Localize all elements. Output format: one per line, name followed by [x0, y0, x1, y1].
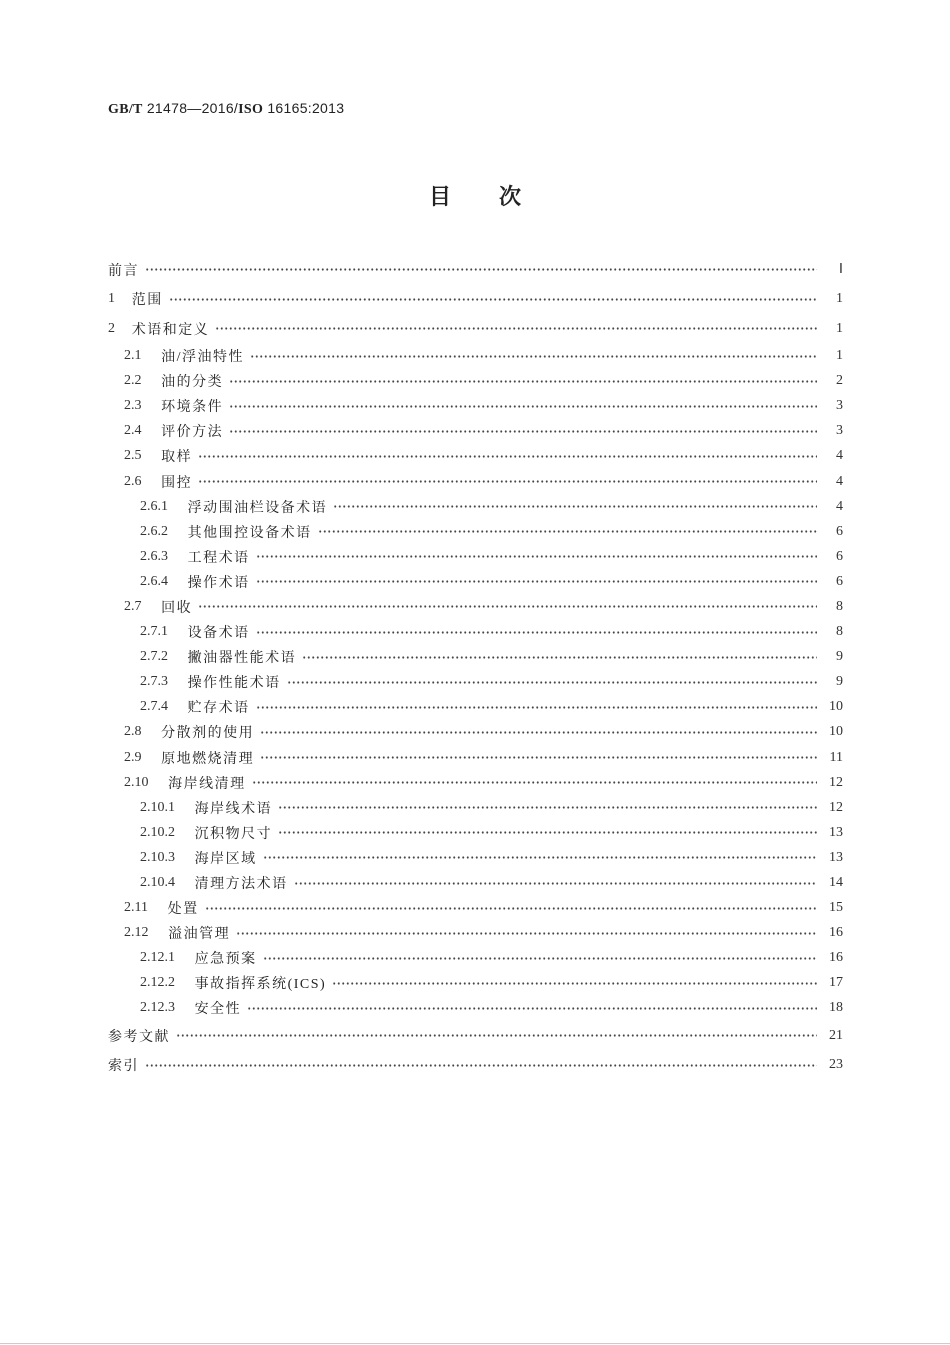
- toc-entry-page: 12: [829, 774, 843, 790]
- standard-number-header: [108, 100, 344, 118]
- toc-entry-page: 23: [829, 1057, 843, 1073]
- dot-leader: [198, 605, 817, 608]
- toc-entry[interactable]: [108, 569, 843, 594]
- dot-leader: [333, 505, 817, 508]
- toc-entry-page: 1: [836, 320, 843, 336]
- toc-entry-title: 其他围控设备术语: [187, 525, 312, 541]
- toc-entry-page: 9: [836, 649, 843, 665]
- toc-entry-number: 2.7.2: [140, 649, 168, 665]
- toc-entry-title: 设备术语: [187, 626, 250, 642]
- toc-entry-page: 13: [829, 849, 843, 865]
- dot-leader: [260, 756, 817, 759]
- toc-entry-number: 2.6.2: [140, 523, 168, 539]
- toc-entry-number: 2.10.1: [140, 799, 175, 815]
- dot-leader: [229, 380, 817, 383]
- toc-entry-title: 油/浮油特性: [161, 350, 244, 366]
- toc-entry[interactable]: [108, 845, 843, 870]
- toc-entry-number: 2.12.1: [140, 950, 175, 966]
- toc-entry[interactable]: [108, 494, 843, 519]
- toc-entry-number: 1: [108, 291, 115, 307]
- toc-entry-title: 溢油管理: [168, 927, 231, 943]
- toc-entry-page: 16: [829, 950, 843, 966]
- toc-entry-title: 油的分类: [161, 375, 224, 391]
- toc-entry-title: 操作性能术语: [187, 676, 281, 692]
- dot-leader: [252, 781, 817, 784]
- toc-entry-number: 2.6.4: [140, 573, 168, 589]
- toc-entry-page: 10: [829, 724, 843, 740]
- toc-entry-title: 范围: [131, 293, 163, 309]
- toc-entry[interactable]: [108, 544, 843, 569]
- dot-leader: [256, 555, 817, 558]
- toc-entry-title: 应急预案: [194, 952, 257, 968]
- toc-entry-page: 15: [829, 900, 843, 916]
- toc-entry-number: 2.9: [124, 749, 142, 765]
- toc-entry[interactable]: [108, 921, 843, 946]
- toc-entry[interactable]: [108, 770, 843, 795]
- toc-entry-page: 21: [829, 1027, 843, 1043]
- toc-entry[interactable]: [108, 369, 843, 394]
- dot-leader: [256, 706, 817, 709]
- toc-entry-number: 2.11: [124, 900, 148, 916]
- dot-leader: [278, 831, 817, 834]
- toc-entry[interactable]: [108, 971, 843, 996]
- dot-leader: [256, 631, 817, 634]
- toc-entry-title: 工程术语: [187, 550, 250, 566]
- iso-code: ISO: [238, 102, 264, 117]
- toc-entry-page: 4: [836, 473, 843, 489]
- toc-entry[interactable]: [108, 1021, 843, 1051]
- dot-leader: [287, 681, 817, 684]
- dot-leader: [256, 580, 817, 583]
- dot-leader: [263, 957, 817, 960]
- toc-entry-page: 2: [836, 373, 843, 389]
- toc-entry[interactable]: [108, 996, 843, 1021]
- toc-entry-title: 贮存术语: [187, 701, 250, 717]
- toc-entry[interactable]: [108, 419, 843, 444]
- toc-entry[interactable]: [108, 255, 843, 285]
- toc-entry[interactable]: [108, 444, 843, 469]
- toc-entry-page: 6: [836, 523, 843, 539]
- toc-entry-page: 12: [829, 799, 843, 815]
- dot-leader: [169, 298, 817, 301]
- toc-entry[interactable]: [108, 620, 843, 645]
- toc-entry[interactable]: [108, 1051, 843, 1081]
- toc-entry[interactable]: [108, 820, 843, 845]
- toc-entry[interactable]: [108, 344, 843, 369]
- dot-leader: [236, 932, 817, 935]
- dot-leader: [145, 1064, 817, 1067]
- dot-leader: [278, 806, 817, 809]
- dot-leader: [229, 430, 817, 433]
- dot-leader: [229, 405, 817, 408]
- dot-leader: [247, 1007, 817, 1010]
- toc-entry[interactable]: [108, 745, 843, 770]
- toc-entry-number: 2.5: [124, 448, 142, 464]
- dot-leader: [198, 455, 817, 458]
- toc-entry-title: 海岸线清理: [168, 776, 246, 792]
- toc-entry-number: 2.7: [124, 598, 142, 614]
- toc-entry[interactable]: [108, 720, 843, 745]
- toc-entry-number: 2: [108, 320, 115, 336]
- dot-leader: [198, 480, 817, 483]
- toc-entry[interactable]: [108, 519, 843, 544]
- dot-leader: [263, 856, 817, 859]
- toc-entry[interactable]: [108, 394, 843, 419]
- toc-entry-page: Ⅰ: [838, 262, 843, 278]
- dot-leader: [215, 327, 817, 330]
- toc-entry-page: 18: [829, 1000, 843, 1016]
- toc-entry-number: 2.10: [124, 774, 149, 790]
- toc-entry[interactable]: [108, 469, 843, 494]
- toc-entry-title: 沉积物尺寸: [194, 826, 273, 842]
- toc-entry-number: 2.2: [124, 373, 142, 389]
- toc-entry[interactable]: [108, 946, 843, 971]
- dot-leader: [205, 907, 817, 910]
- toc-entry-title: 清理方法术语: [194, 877, 288, 893]
- toc-entry-title: 索引: [108, 1059, 139, 1075]
- dot-leader: [332, 982, 817, 985]
- toc-entry-number: 2.10.2: [140, 824, 175, 840]
- toc-entry-number: 2.6: [124, 473, 142, 489]
- toc-entry-number: 2.7.4: [140, 699, 168, 715]
- toc-entry-title: 海岸线术语: [194, 801, 273, 817]
- toc-entry[interactable]: [108, 645, 843, 670]
- dot-leader: [318, 530, 817, 533]
- toc-entry[interactable]: [108, 285, 843, 315]
- toc-entry-title: 分散剂的使用: [161, 726, 255, 742]
- toc-entry-page: 3: [836, 423, 843, 439]
- toc-entry-page: 11: [829, 749, 843, 765]
- toc-entry-title: 处置: [167, 902, 199, 918]
- toc-entry[interactable]: [108, 896, 843, 921]
- toc-entry-number: 2.12: [124, 925, 149, 941]
- toc-entry-page: 6: [836, 573, 843, 589]
- toc-entry-title: 参考文献: [108, 1029, 170, 1045]
- toc-entry-page: 8: [836, 598, 843, 614]
- toc-entry[interactable]: [108, 314, 843, 344]
- toc-entry-title: 取样: [161, 450, 193, 466]
- dot-leader: [250, 355, 817, 358]
- dot-leader: [302, 656, 817, 659]
- toc-entry-number: 2.4: [124, 423, 142, 439]
- toc-entry-number: 2.10.4: [140, 875, 175, 891]
- dot-leader: [176, 1034, 817, 1037]
- iso-number: 16165:2013: [263, 100, 345, 116]
- toc-entry-number: 2.1: [124, 348, 142, 364]
- toc-entry-title: 操作术语: [187, 575, 250, 591]
- toc-entry-title: 安全性: [194, 1002, 242, 1018]
- toc-entry-number: 2.12.2: [140, 975, 175, 991]
- toc-entry-title: 浮动围油栏设备术语: [187, 500, 328, 516]
- toc-entry-page: 1: [836, 348, 843, 364]
- dot-leader: [294, 882, 817, 885]
- toc-entry-title: 原地燃烧清理: [161, 751, 255, 767]
- toc-entry-title: 事故指挥系统(ICS): [194, 977, 327, 993]
- table-of-contents: [108, 255, 843, 1080]
- toc-entry-number: 2.6.1: [140, 498, 168, 514]
- toc-entry-page: 3: [836, 398, 843, 414]
- toc-entry-title: 环境条件: [161, 400, 224, 416]
- toc-entry-number: 2.3: [124, 398, 142, 414]
- toc-entry-page: 16: [829, 925, 843, 941]
- toc-entry-page: 10: [829, 699, 843, 715]
- toc-entry-page: 13: [829, 824, 843, 840]
- toc-entry-page: 6: [836, 548, 843, 564]
- standard-code: GB/T: [108, 102, 143, 117]
- toc-entry[interactable]: [108, 795, 843, 820]
- toc-entry-number: 2.8: [124, 724, 142, 740]
- toc-entry-title: 评价方法: [161, 425, 224, 441]
- standard-number: 21478—2016/: [142, 100, 239, 116]
- toc-entry[interactable]: [108, 870, 843, 895]
- toc-entry-page: 4: [836, 498, 843, 514]
- toc-entry[interactable]: [108, 670, 843, 695]
- toc-entry-title: 术语和定义: [131, 322, 210, 338]
- toc-entry-number: 2.7.1: [140, 624, 168, 640]
- toc-entry-title: 撇油器性能术语: [187, 651, 297, 667]
- toc-entry-page: 9: [836, 674, 843, 690]
- toc-entry-title: 回收: [161, 600, 193, 616]
- toc-entry-page: 14: [829, 875, 843, 891]
- toc-entry[interactable]: [108, 695, 843, 720]
- toc-entry-page: 4: [836, 448, 843, 464]
- toc-entry-title: 海岸区域: [194, 851, 257, 867]
- page-title: 目次: [428, 184, 569, 209]
- dot-leader: [260, 731, 817, 734]
- toc-entry-page: 1: [836, 291, 843, 307]
- page-edge: [0, 1343, 950, 1344]
- toc-entry-page: 17: [829, 975, 843, 991]
- toc-entry-title: 围控: [161, 475, 193, 491]
- toc-entry-page: 8: [836, 624, 843, 640]
- toc-entry-number: 2.6.3: [140, 548, 168, 564]
- toc-entry[interactable]: [108, 594, 843, 619]
- dot-leader: [145, 268, 817, 271]
- toc-entry-number: 2.12.3: [140, 1000, 175, 1016]
- toc-entry-number: 2.7.3: [140, 674, 168, 690]
- toc-entry-number: 2.10.3: [140, 849, 175, 865]
- toc-entry-title: 前言: [108, 263, 139, 279]
